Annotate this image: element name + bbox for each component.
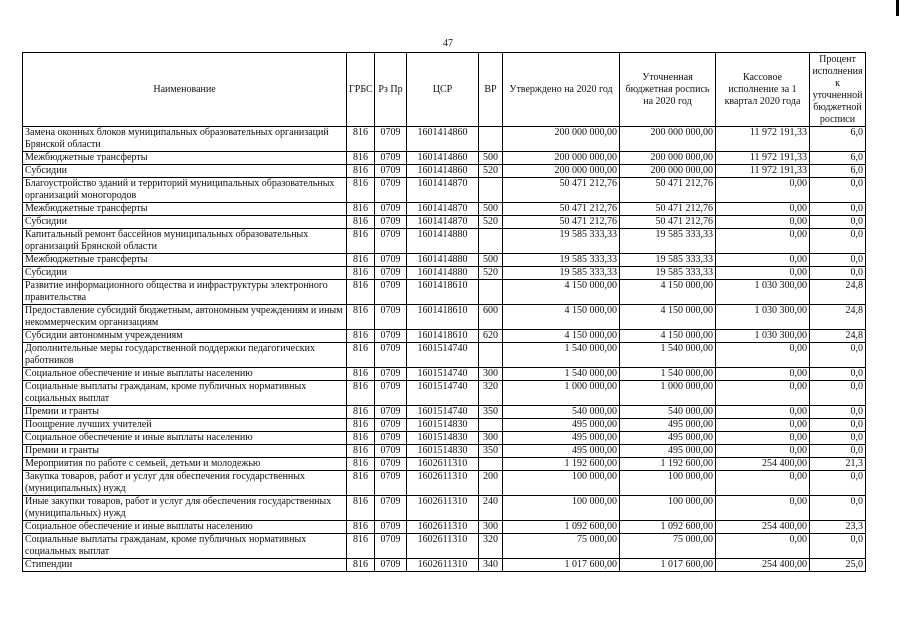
cell-refined: 50 471 212,76 (620, 216, 716, 229)
col-vr-header: ВР (479, 53, 503, 127)
cell-vr: 300 (479, 521, 503, 534)
cell-vr: 240 (479, 496, 503, 521)
cell-refined: 1 017 600,00 (620, 559, 716, 572)
cell-rzpr: 0709 (375, 229, 407, 254)
cell-cash: 0,00 (716, 496, 810, 521)
cell-csr: 1601414880 (407, 267, 479, 280)
cell-csr: 1602611310 (407, 521, 479, 534)
cell-name: Стипендии (23, 559, 347, 572)
cell-cash: 0,00 (716, 216, 810, 229)
cell-name: Иные закупки товаров, работ и услуг для обеспечения государственных (муниципальных) нужд (23, 496, 347, 521)
cell-cash: 1 030 300,00 (716, 280, 810, 305)
cell-csr: 1601418610 (407, 280, 479, 305)
cell-percent: 0,0 (810, 343, 866, 368)
cell-approved: 1 017 600,00 (503, 559, 620, 572)
col-name-header: Наименование (23, 53, 347, 127)
cell-cash: 254 400,00 (716, 458, 810, 471)
table-row (23, 330, 866, 343)
cell-percent: 0,0 (810, 178, 866, 203)
cell-approved: 200 000 000,00 (503, 127, 620, 152)
cell-name: Дополнительные меры государственной поддержки педагогических работников (23, 343, 347, 368)
cell-rzpr: 0709 (375, 471, 407, 496)
cell-vr: 320 (479, 381, 503, 406)
cell-cash: 0,00 (716, 471, 810, 496)
cell-csr: 1601514740 (407, 381, 479, 406)
table-header (23, 53, 866, 127)
cell-vr: 320 (479, 534, 503, 559)
cell-grbs: 816 (347, 368, 375, 381)
cell-rzpr: 0709 (375, 521, 407, 534)
table-row (23, 496, 866, 521)
cell-percent: 24,8 (810, 305, 866, 330)
table-row (23, 152, 866, 165)
cell-vr: 350 (479, 406, 503, 419)
cell-grbs: 816 (347, 216, 375, 229)
cell-approved: 1 092 600,00 (503, 521, 620, 534)
cell-cash: 254 400,00 (716, 521, 810, 534)
cell-refined: 495 000,00 (620, 419, 716, 432)
cell-grbs: 816 (347, 280, 375, 305)
cell-approved: 200 000 000,00 (503, 152, 620, 165)
cell-vr: 520 (479, 267, 503, 280)
cell-rzpr: 0709 (375, 559, 407, 572)
cell-name: Поощрение лучших учителей (23, 419, 347, 432)
cell-name: Премии и гранты (23, 445, 347, 458)
cell-name: Закупка товаров, работ и услуг для обеспечения государственных (муниципальных) нужд (23, 471, 347, 496)
cell-grbs: 816 (347, 152, 375, 165)
cell-refined: 50 471 212,76 (620, 203, 716, 216)
cell-name: Социальные выплаты гражданам, кроме публичных нормативных социальных выплат (23, 381, 347, 406)
cell-name: Социальное обеспечение и иные выплаты населению (23, 521, 347, 534)
cell-vr: 500 (479, 203, 503, 216)
table-row (23, 559, 866, 572)
col-refined-header: Уточненная бюджетная роспись на 2020 год (620, 53, 716, 127)
cell-cash: 0,00 (716, 229, 810, 254)
cell-name: Развитие информационного общества и инфраструктуры электронного правительства (23, 280, 347, 305)
cell-csr: 1601514830 (407, 432, 479, 445)
cell-approved: 540 000,00 (503, 406, 620, 419)
cell-vr (479, 458, 503, 471)
cell-rzpr: 0709 (375, 381, 407, 406)
cell-cash: 0,00 (716, 254, 810, 267)
cell-percent: 0,0 (810, 445, 866, 458)
cell-refined: 200 000 000,00 (620, 165, 716, 178)
cell-vr (479, 229, 503, 254)
cell-grbs: 816 (347, 432, 375, 445)
cell-approved: 19 585 333,33 (503, 229, 620, 254)
cell-grbs: 816 (347, 458, 375, 471)
col-grbs-header: ГРБС (347, 53, 375, 127)
cell-name: Благоустройство зданий и территорий муниципальных образовательных организаций моногородов (23, 178, 347, 203)
cell-vr: 300 (479, 432, 503, 445)
col-rzpr-header: Рз Пр (375, 53, 407, 127)
cell-rzpr: 0709 (375, 458, 407, 471)
table-row (23, 432, 866, 445)
cell-name: Субсидии автономным учреждениям (23, 330, 347, 343)
cell-csr: 1601514830 (407, 419, 479, 432)
cell-refined: 1 540 000,00 (620, 368, 716, 381)
cell-cash: 0,00 (716, 368, 810, 381)
budget-table (22, 52, 866, 572)
table-row (23, 343, 866, 368)
cell-cash: 0,00 (716, 445, 810, 458)
cell-percent: 6,0 (810, 165, 866, 178)
cell-vr: 500 (479, 254, 503, 267)
cell-percent: 0,0 (810, 203, 866, 216)
cell-refined: 1 540 000,00 (620, 343, 716, 368)
cell-approved: 50 471 212,76 (503, 203, 620, 216)
cell-grbs: 816 (347, 471, 375, 496)
cell-grbs: 816 (347, 534, 375, 559)
cell-percent: 6,0 (810, 152, 866, 165)
cell-vr: 520 (479, 216, 503, 229)
cell-rzpr: 0709 (375, 178, 407, 203)
cell-approved: 100 000,00 (503, 496, 620, 521)
cell-cash: 0,00 (716, 381, 810, 406)
cell-grbs: 816 (347, 381, 375, 406)
cell-vr (479, 127, 503, 152)
table-row (23, 267, 866, 280)
cell-rzpr: 0709 (375, 406, 407, 419)
table-row (23, 178, 866, 203)
cell-name: Социальное обеспечение и иные выплаты населению (23, 432, 347, 445)
cell-refined: 1 192 600,00 (620, 458, 716, 471)
cell-grbs: 816 (347, 267, 375, 280)
cell-approved: 19 585 333,33 (503, 254, 620, 267)
cell-cash: 0,00 (716, 178, 810, 203)
cell-rzpr: 0709 (375, 368, 407, 381)
cell-name: Субсидии (23, 267, 347, 280)
cell-approved: 1 540 000,00 (503, 343, 620, 368)
cell-approved: 1 192 600,00 (503, 458, 620, 471)
cell-grbs: 816 (347, 343, 375, 368)
cell-rzpr: 0709 (375, 203, 407, 216)
cell-percent: 25,0 (810, 559, 866, 572)
page-number: 47 (443, 38, 453, 49)
cell-percent: 0,0 (810, 406, 866, 419)
cell-rzpr: 0709 (375, 343, 407, 368)
cell-csr: 1601418610 (407, 330, 479, 343)
cell-vr (479, 280, 503, 305)
cell-refined: 1 092 600,00 (620, 521, 716, 534)
cell-cash: 0,00 (716, 343, 810, 368)
cell-cash: 1 030 300,00 (716, 330, 810, 343)
cell-refined: 50 471 212,76 (620, 178, 716, 203)
cell-refined: 1 000 000,00 (620, 381, 716, 406)
col-cash-header: Кассовое исполнение за 1 квартал 2020 года (716, 53, 810, 127)
cell-vr (479, 178, 503, 203)
cell-vr (479, 343, 503, 368)
table-row (23, 368, 866, 381)
cell-name: Социальное обеспечение и иные выплаты населению (23, 368, 347, 381)
cell-approved: 495 000,00 (503, 432, 620, 445)
cell-refined: 75 000,00 (620, 534, 716, 559)
cell-name: Замена оконных блоков муниципальных образовательных организаций Брянской области (23, 127, 347, 152)
cell-approved: 4 150 000,00 (503, 330, 620, 343)
cell-name: Межбюджетные трансферты (23, 203, 347, 216)
col-approved-header: Утверждено на 2020 год (503, 53, 620, 127)
table-row (23, 521, 866, 534)
table-row (23, 203, 866, 216)
cell-rzpr: 0709 (375, 496, 407, 521)
cell-name: Премии и гранты (23, 406, 347, 419)
cell-approved: 1 540 000,00 (503, 368, 620, 381)
table-body (23, 127, 866, 572)
cell-approved: 100 000,00 (503, 471, 620, 496)
cell-csr: 1602611310 (407, 496, 479, 521)
cell-vr: 620 (479, 330, 503, 343)
cell-grbs: 816 (347, 445, 375, 458)
cell-percent: 0,0 (810, 419, 866, 432)
cell-cash: 0,00 (716, 534, 810, 559)
table-row (23, 445, 866, 458)
cell-approved: 4 150 000,00 (503, 280, 620, 305)
cell-refined: 19 585 333,33 (620, 229, 716, 254)
cell-csr: 1602611310 (407, 559, 479, 572)
cell-percent: 0,0 (810, 267, 866, 280)
cell-name: Межбюджетные трансферты (23, 152, 347, 165)
table-row (23, 254, 866, 267)
cell-csr: 1601514830 (407, 445, 479, 458)
cell-refined: 540 000,00 (620, 406, 716, 419)
cell-cash: 0,00 (716, 432, 810, 445)
cell-csr: 1602611310 (407, 458, 479, 471)
cell-grbs: 816 (347, 178, 375, 203)
cell-rzpr: 0709 (375, 280, 407, 305)
cell-refined: 200 000 000,00 (620, 152, 716, 165)
cell-rzpr: 0709 (375, 432, 407, 445)
cell-approved: 75 000,00 (503, 534, 620, 559)
cell-rzpr: 0709 (375, 254, 407, 267)
cell-approved: 495 000,00 (503, 445, 620, 458)
cell-approved: 495 000,00 (503, 419, 620, 432)
cell-cash: 0,00 (716, 267, 810, 280)
col-csr-header: ЦСР (407, 53, 479, 127)
col-percent-header: Процент исполнения к уточненной бюджетной росписи (810, 53, 866, 127)
cell-name: Субсидии (23, 216, 347, 229)
cell-cash: 0,00 (716, 203, 810, 216)
cell-csr: 1601514740 (407, 343, 479, 368)
cell-grbs: 816 (347, 330, 375, 343)
cell-approved: 50 471 212,76 (503, 178, 620, 203)
cell-vr: 300 (479, 368, 503, 381)
cell-rzpr: 0709 (375, 330, 407, 343)
table-row (23, 471, 866, 496)
cell-name: Социальные выплаты гражданам, кроме публичных нормативных социальных выплат (23, 534, 347, 559)
cell-approved: 50 471 212,76 (503, 216, 620, 229)
cell-refined: 100 000,00 (620, 471, 716, 496)
cell-name: Межбюджетные трансферты (23, 254, 347, 267)
cell-csr: 1601414860 (407, 165, 479, 178)
cell-percent: 0,0 (810, 471, 866, 496)
cell-rzpr: 0709 (375, 165, 407, 178)
cell-percent: 0,0 (810, 381, 866, 406)
cell-vr: 520 (479, 165, 503, 178)
cell-refined: 4 150 000,00 (620, 330, 716, 343)
cell-rzpr: 0709 (375, 419, 407, 432)
cell-approved: 4 150 000,00 (503, 305, 620, 330)
cell-rzpr: 0709 (375, 305, 407, 330)
cell-rzpr: 0709 (375, 267, 407, 280)
table-row (23, 381, 866, 406)
cell-cash: 254 400,00 (716, 559, 810, 572)
table-row (23, 458, 866, 471)
cell-rzpr: 0709 (375, 152, 407, 165)
cell-name: Предоставление субсидий бюджетным, автономным учреждениям и иным некоммерческим организациям (23, 305, 347, 330)
cell-percent: 6,0 (810, 127, 866, 152)
cell-percent: 0,0 (810, 496, 866, 521)
cell-vr: 350 (479, 445, 503, 458)
cell-grbs: 816 (347, 203, 375, 216)
header-row (23, 53, 866, 127)
cell-percent: 24,8 (810, 330, 866, 343)
cell-refined: 495 000,00 (620, 445, 716, 458)
cell-cash: 1 030 300,00 (716, 305, 810, 330)
cell-grbs: 816 (347, 254, 375, 267)
cell-percent: 0,0 (810, 229, 866, 254)
table-row (23, 165, 866, 178)
cell-csr: 1601414880 (407, 229, 479, 254)
cell-percent: 0,0 (810, 254, 866, 267)
cell-vr: 200 (479, 471, 503, 496)
cell-csr: 1601514740 (407, 368, 479, 381)
table-row (23, 305, 866, 330)
table-row (23, 127, 866, 152)
cell-cash: 11 972 191,33 (716, 127, 810, 152)
cell-refined: 200 000 000,00 (620, 127, 716, 152)
table-row (23, 280, 866, 305)
cell-refined: 4 150 000,00 (620, 305, 716, 330)
cell-grbs: 816 (347, 406, 375, 419)
cell-csr: 1601414860 (407, 152, 479, 165)
cell-rzpr: 0709 (375, 216, 407, 229)
cell-refined: 4 150 000,00 (620, 280, 716, 305)
cell-csr: 1601418610 (407, 305, 479, 330)
cell-rzpr: 0709 (375, 127, 407, 152)
cell-csr: 1601414870 (407, 178, 479, 203)
cell-csr: 1601414880 (407, 254, 479, 267)
cell-percent: 0,0 (810, 368, 866, 381)
cell-percent: 0,0 (810, 432, 866, 445)
page-edge-mark (896, 0, 899, 16)
cell-rzpr: 0709 (375, 534, 407, 559)
cell-approved: 1 000 000,00 (503, 381, 620, 406)
cell-grbs: 816 (347, 559, 375, 572)
cell-csr: 1601514740 (407, 406, 479, 419)
cell-approved: 19 585 333,33 (503, 267, 620, 280)
cell-refined: 19 585 333,33 (620, 267, 716, 280)
cell-csr: 1602611310 (407, 471, 479, 496)
cell-refined: 495 000,00 (620, 432, 716, 445)
cell-rzpr: 0709 (375, 445, 407, 458)
cell-cash: 11 972 191,33 (716, 152, 810, 165)
table-row (23, 419, 866, 432)
cell-grbs: 816 (347, 496, 375, 521)
cell-cash: 11 972 191,33 (716, 165, 810, 178)
cell-grbs: 816 (347, 305, 375, 330)
cell-csr: 1602611310 (407, 534, 479, 559)
table-row (23, 229, 866, 254)
cell-percent: 0,0 (810, 534, 866, 559)
table-row (23, 406, 866, 419)
cell-vr: 500 (479, 152, 503, 165)
cell-csr: 1601414860 (407, 127, 479, 152)
cell-refined: 19 585 333,33 (620, 254, 716, 267)
cell-percent: 23,3 (810, 521, 866, 534)
cell-csr: 1601414870 (407, 216, 479, 229)
cell-cash: 0,00 (716, 406, 810, 419)
cell-refined: 100 000,00 (620, 496, 716, 521)
cell-grbs: 816 (347, 127, 375, 152)
cell-vr (479, 419, 503, 432)
cell-vr: 600 (479, 305, 503, 330)
cell-percent: 0,0 (810, 216, 866, 229)
cell-approved: 200 000 000,00 (503, 165, 620, 178)
cell-name: Капитальный ремонт бассейнов муниципальных образовательных организаций Брянской области (23, 229, 347, 254)
cell-name: Мероприятия по работе с семьей, детьми и молодежью (23, 458, 347, 471)
cell-name: Субсидии (23, 165, 347, 178)
cell-grbs: 816 (347, 229, 375, 254)
cell-grbs: 816 (347, 521, 375, 534)
cell-cash: 0,00 (716, 419, 810, 432)
cell-csr: 1601414870 (407, 203, 479, 216)
table-row (23, 534, 866, 559)
cell-grbs: 816 (347, 165, 375, 178)
cell-grbs: 816 (347, 419, 375, 432)
table-row (23, 216, 866, 229)
cell-percent: 24,8 (810, 280, 866, 305)
cell-percent: 21,3 (810, 458, 866, 471)
cell-vr: 340 (479, 559, 503, 572)
